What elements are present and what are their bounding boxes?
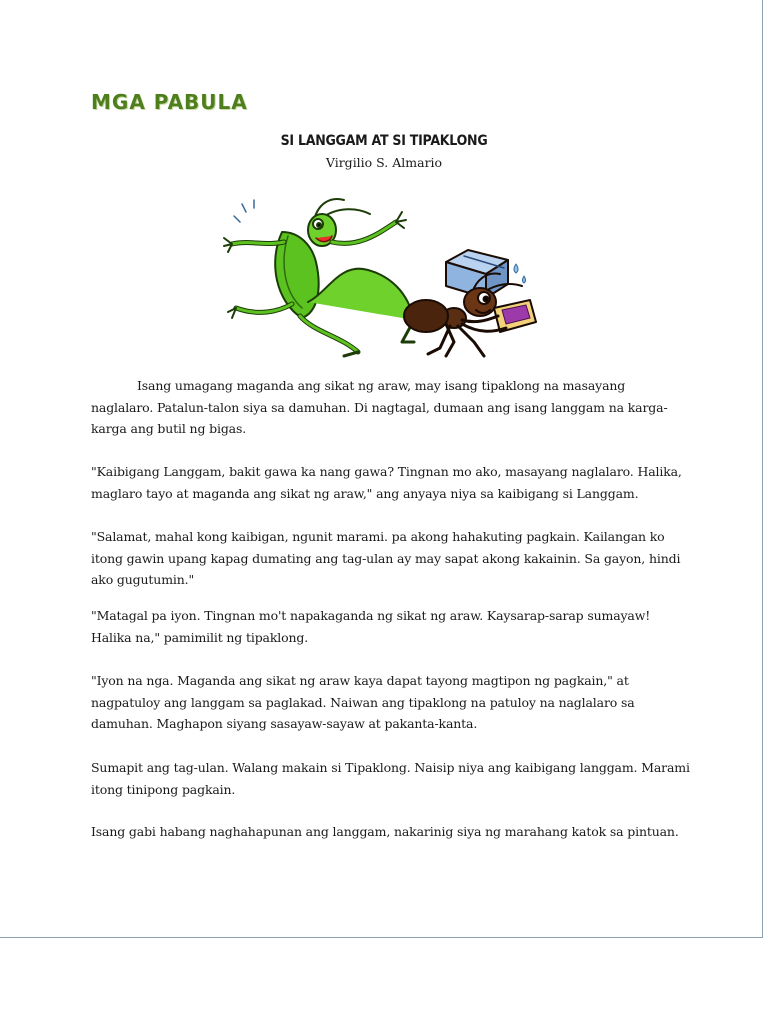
- story-illustration: [218, 192, 552, 358]
- ant-icon: [404, 250, 536, 356]
- story-paragraph: "Iyon na nga. Maganda ang sikat ng araw kaya dapat tayong magtipon ng pagkain," at nagpatuloy ang langgam sa paglakad. Naiwan ang tipaklong na patuloy na naglalaro sa damuhan. Maghapon siyang sasayaw-sayaw at pakanta-kanta.: [91, 673, 635, 731]
- section-title: MGA PABULA: [91, 90, 248, 114]
- grasshopper-icon: [224, 199, 414, 356]
- story-title: SI LANGGAM AT SI TIPAKLONG: [280, 133, 488, 149]
- story-paragraph: Sumapit ang tag-ulan. Walang makain si Tipaklong. Naisip niya ang kaibigang langgam. Marami itong tinipong pagkain.: [91, 760, 690, 797]
- story-paragraph: "Salamat, mahal kong kaibigan, ngunit marami. pa akong hahakuting pagkain. Kailangan ko itong gawin upang kapag dumating ang tag-ulan ay may sapat akong kakainin. Sa gayon, hindi ako gugutumin.": [91, 529, 681, 587]
- story-author: Virgilio S. Almario: [325, 155, 443, 170]
- story-paragraph: Isang umagang maganda ang sikat ng araw, may isang tipaklong na masayang naglalaro. Patalun-talon siya sa damuhan. Di nagtagal, dumaan ang isang langgam na karga-karga ang butil ng bigas.: [91, 378, 668, 436]
- story-paragraph: "Matagal pa iyon. Tingnan mo't napakaganda ng sikat ng araw. Kaysarap-sarap sumayaw! Halika na," pamimilit ng tipaklong.: [91, 608, 651, 645]
- story-paragraph: Isang gabi habang naghahapunan ang langgam, nakarinig siya ng marahang katok sa pintuan.: [91, 824, 679, 839]
- story-paragraph: "Kaibigang Langgam, bakit gawa ka nang gawa? Tingnan mo ako, masayang naglalaro. Halika, maglaro tayo at maganda ang sikat ng araw," ang anyaya niya sa kaibigang si Langgam.: [91, 464, 682, 501]
